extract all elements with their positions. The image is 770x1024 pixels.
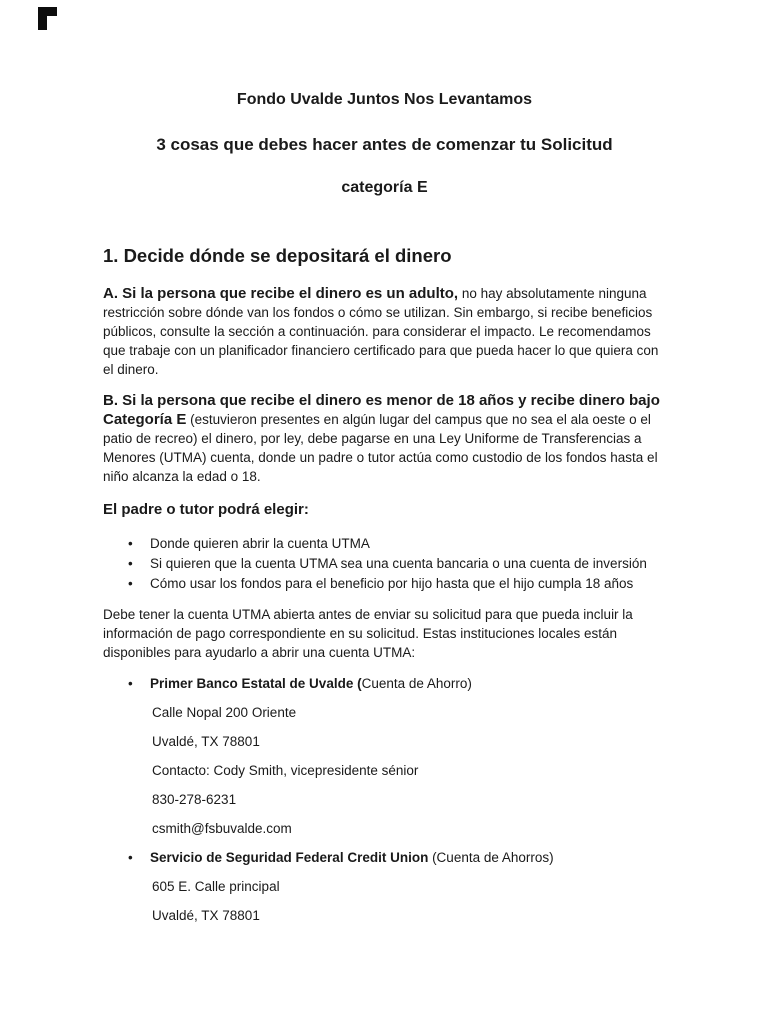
paragraph-b — [103, 391, 666, 486]
section-1-heading: 1. Decide dónde se depositará el dinero — [103, 245, 452, 266]
institution-name-bold: Servicio de Seguridad Federal Credit Union — [150, 850, 429, 865]
bullet-icon: • — [128, 556, 133, 571]
institution-contact-line: Contacto: Cody Smith, vicepresidente sénior — [152, 763, 419, 778]
choice-list-item — [103, 554, 666, 573]
spacer — [103, 594, 666, 605]
paragraph-b-body: (estuvieron presentes en algún lugar del campus que no sea el ala oeste o el patio de recreo) el dinero, por ley, debe pagarse en una Ley Uniforme de Transferencias a Menores (UTMA) cuenta, donde un padre o tutor actúa como custodio de los fondos hasta el niño alcanza la edad o 18. — [103, 412, 658, 484]
institution-address-line: Uvaldé, TX 78801 — [152, 908, 260, 923]
institution-email: csmith@fsbuvalde.com — [152, 821, 292, 836]
document-title-line-3: categoría E — [341, 179, 428, 196]
paragraph-a-lead: A. Si la persona que recibe el dinero es un adulto, — [103, 285, 459, 302]
bullet-icon: • — [128, 536, 133, 551]
choice-item-label: Si quieren que la cuenta UTMA sea una cuenta bancaria o una cuenta de inversión — [150, 556, 647, 571]
institution-name — [150, 674, 666, 693]
institution-name-row — [103, 848, 666, 867]
bullet-icon: • — [128, 850, 133, 865]
choice-list-item — [103, 534, 666, 553]
institution-address-line: 605 E. Calle principal — [152, 879, 280, 894]
choice-item-label: Cómo usar los fondos para el beneficio por hijo hasta que el hijo cumpla 18 años — [150, 576, 634, 591]
institution-ssfcu — [103, 848, 666, 925]
paragraph-b-lead: B. Si la persona que recibe el dinero es menor de 18 años y recibe dinero bajo Categoría E — [103, 392, 660, 428]
institution-name-regular: Cuenta de Ahorro) — [361, 676, 472, 691]
institution-name-bold: Primer Banco Estatal de Uvalde ( — [150, 676, 362, 691]
utma-note-paragraph: Debe tener la cuenta UTMA abierta antes de enviar su solicitud para que pueda incluir la información de pago correspondiente en su solicitud. Estas instituciones locales están disponibles para ayudarlo a abrir una cuenta UTMA: — [103, 607, 633, 660]
choice-item-label: Donde quieren abrir la cuenta UTMA — [150, 536, 370, 551]
corner-crop-mark — [38, 7, 57, 30]
institution-address-line: Calle Nopal 200 Oriente — [152, 705, 297, 720]
institution-name-row — [103, 674, 666, 693]
institution-first-state-bank — [103, 674, 666, 838]
institution-name — [150, 848, 666, 867]
choice-list-item — [103, 574, 666, 593]
spacer — [103, 838, 666, 848]
bullet-icon: • — [128, 676, 133, 691]
parent-choices-heading: El padre o tutor podrá elegir: — [103, 501, 309, 518]
bullet-icon: • — [128, 576, 133, 591]
document-title-line-1: Fondo Uvalde Juntos Nos Levantamos — [236, 91, 533, 108]
paragraph-a — [103, 284, 666, 379]
institution-phone: 830-278-6231 — [152, 792, 237, 807]
institution-name-regular: (Cuenta de Ahorros) — [428, 850, 554, 865]
document-title-line-2: 3 cosas que debes hacer antes de comenzar tu Solicitud — [156, 135, 613, 154]
paragraph-a-body: no hay absolutamente ninguna restricción sobre dónde van los fondos o cómo se utilizan. Sin embargo, si recibe beneficios públicos, consulte la sección a continuación. para considerar el impacto. Le recomendamos que trabaje con un planificador financiero certificado para que pueda hacer lo que quiera con el dinero. — [103, 286, 659, 377]
institution-address-line: Uvaldé, TX 78801 — [152, 734, 260, 749]
